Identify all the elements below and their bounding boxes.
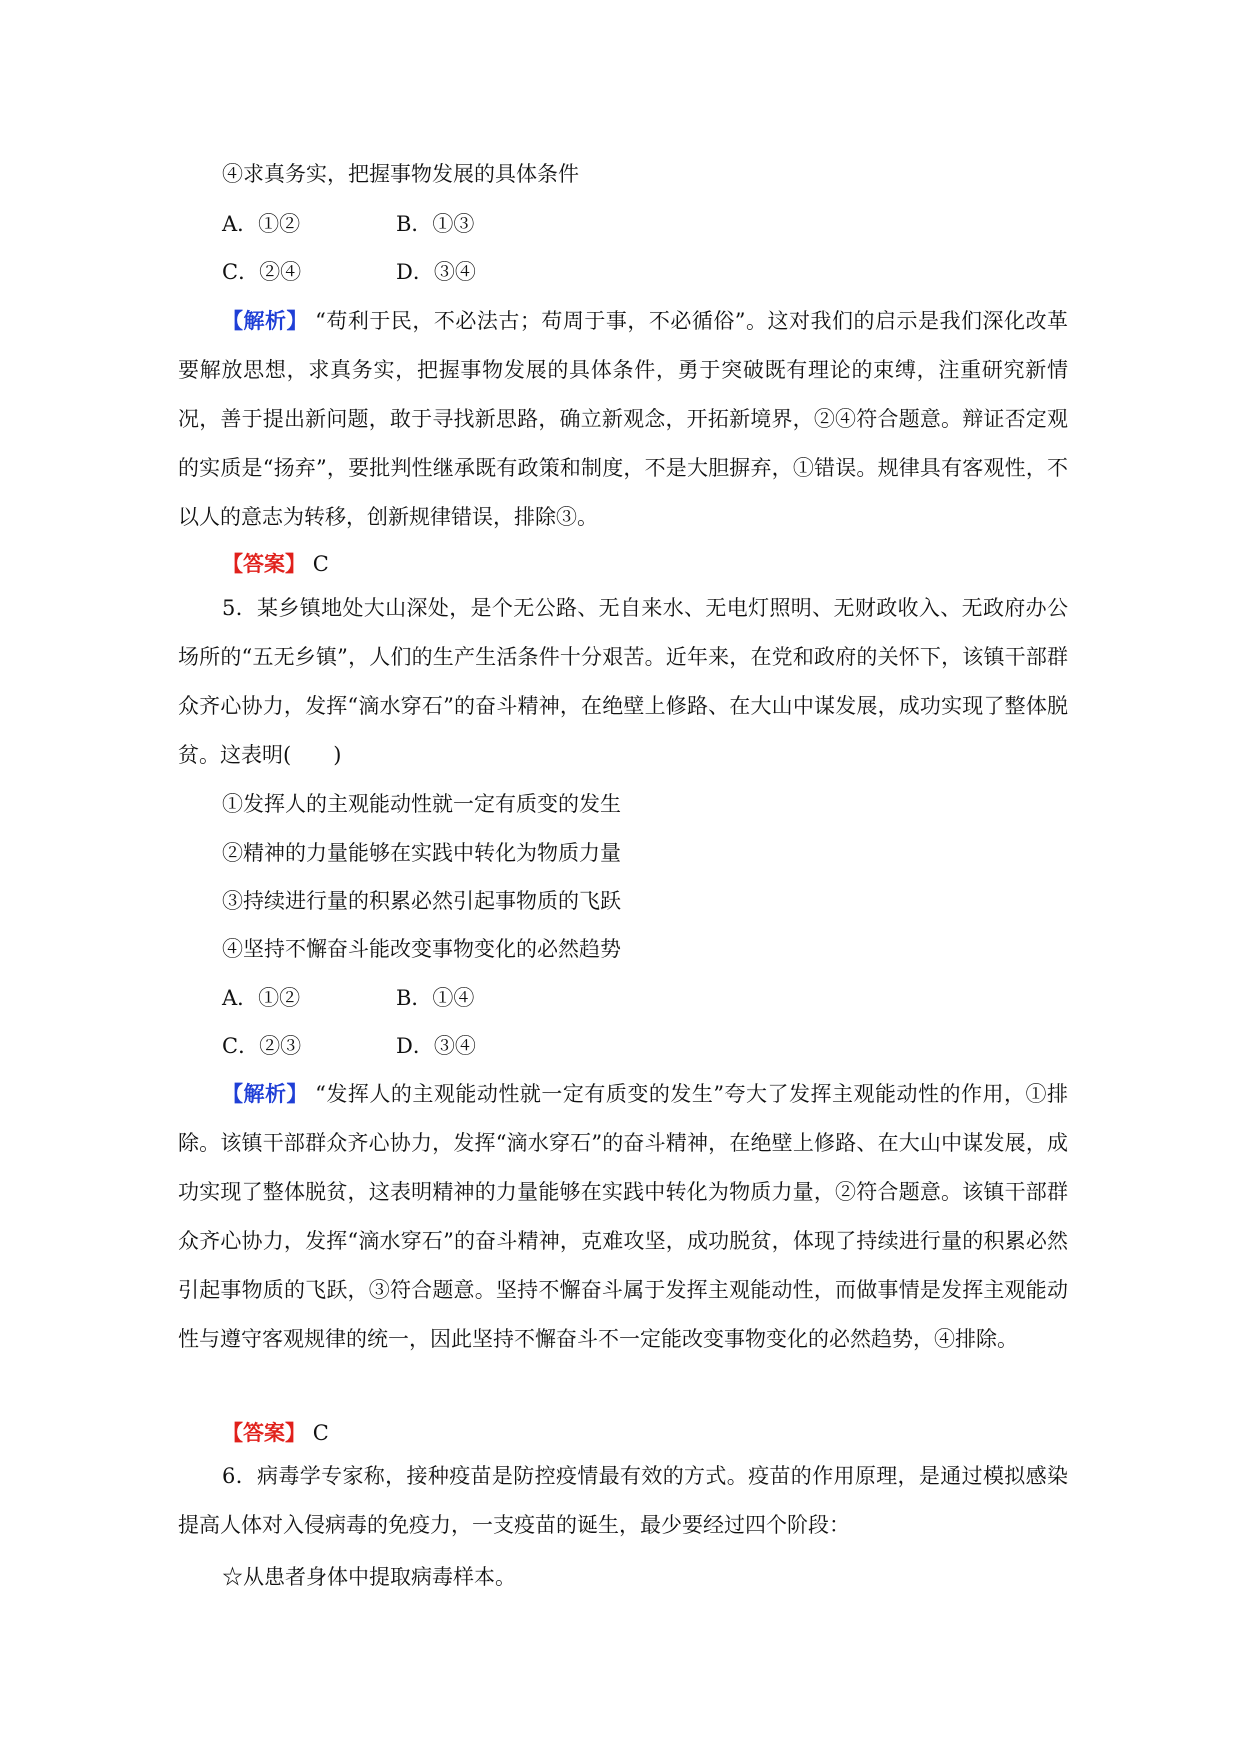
q4-choices-row-1 — [222, 210, 474, 238]
q4-choice-a: A．①② — [222, 212, 301, 236]
q4-analysis-tag: 【解析】 — [222, 308, 308, 333]
q6-step-1: ☆从患者身体中提取病毒样本。 — [222, 1565, 516, 1589]
q5-option-4: ④坚持不懈奋斗能改变事物变化的必然趋势 — [222, 937, 621, 961]
q5-answer — [222, 1419, 329, 1447]
q5-choice-b: B．①④ — [396, 986, 475, 1010]
q4-analysis — [178, 296, 1068, 542]
q5-option-2: ②精神的力量能够在实践中转化为物质力量 — [222, 841, 621, 865]
q5-choices-row-1 — [222, 984, 474, 1012]
q5-stem: 5．某乡镇地处大山深处，是个无公路、无自来水、无电灯照明、无财政收入、无政府办公场所的“五无乡镇”，人们的生产生活条件十分艰苦。近年来，在党和政府的关怀下，该镇干部群众齐心协力，发挥“滴水穿石”的奋斗精神，在绝壁上修路、在大山中谋发展，成功实现了整体脱贫。这表明( ) — [178, 596, 1068, 767]
q4-answer-tag: 【答案】 — [222, 551, 306, 576]
q5-answer-tag: 【答案】 — [222, 1420, 306, 1445]
q4-choices-row-2 — [222, 258, 476, 286]
q5-choices-row-2 — [222, 1032, 476, 1060]
q5-analysis-text: “发挥人的主观能动性就一定有质变的发生”夸大了发挥主观能动性的作用，①排除。该镇干部群众齐心协力，发挥“滴水穿石”的奋斗精神，在绝壁上修路、在大山中谋发展，成功实现了整体脱贫，这表明精神的力量能够在实践中转化为物质力量，②符合题意。该镇干部群众齐心协力，发挥“滴水穿石”的奋斗精神，克难攻坚，成功脱贫，体现了持续进行量的积累必然引起事物质的飞跃，③符合题意。坚持不懈奋斗属于发挥主观能动性，而做事情是发挥主观能动性与遵守客观规律的统一，因此坚持不懈奋斗不一定能改变事物变化的必然趋势，④排除。 — [178, 1082, 1068, 1351]
q4-choice-d: D．③④ — [396, 260, 476, 284]
q4-answer-value: C — [312, 552, 329, 576]
q5-answer-value: C — [312, 1421, 329, 1445]
q4-option-4: ④求真务实，把握事物发展的具体条件 — [222, 162, 579, 186]
q5-option-1: ①发挥人的主观能动性就一定有质变的发生 — [222, 792, 621, 816]
q5-analysis — [178, 1069, 1068, 1364]
q4-choice-c: C．②④ — [222, 260, 302, 284]
q5-choice-c: C．②③ — [222, 1034, 302, 1058]
q4-answer — [222, 550, 329, 578]
q4-choice-b: B．①③ — [396, 212, 475, 236]
q6-stem: 6．病毒学专家称，接种疫苗是防控疫情最有效的方式。疫苗的作用原理，是通过模拟感染提高人体对入侵病毒的免疫力，一支疫苗的诞生，最少要经过四个阶段： — [178, 1464, 1068, 1537]
q5-choice-a: A．①② — [222, 986, 301, 1010]
q5-option-3: ③持续进行量的积累必然引起事物质的飞跃 — [222, 889, 621, 913]
q5-choice-d: D．③④ — [396, 1034, 476, 1058]
q5-analysis-tag: 【解析】 — [222, 1081, 308, 1106]
q4-analysis-text: “苟利于民，不必法古；苟周于事，不必循俗”。这对我们的启示是我们深化改革要解放思想，求真务实，把握事物发展的具体条件，勇于突破既有理论的束缚，注重研究新情况，善于提出新问题，敢于寻找新思路，确立新观念，开拓新境界，②④符合题意。辩证否定观的实质是“扬弃”，要批判性继承既有政策和制度，不是大胆摒弃，①错误。规律具有客观性，不以人的意志为转移，创新规律错误，排除③。 — [178, 309, 1068, 529]
